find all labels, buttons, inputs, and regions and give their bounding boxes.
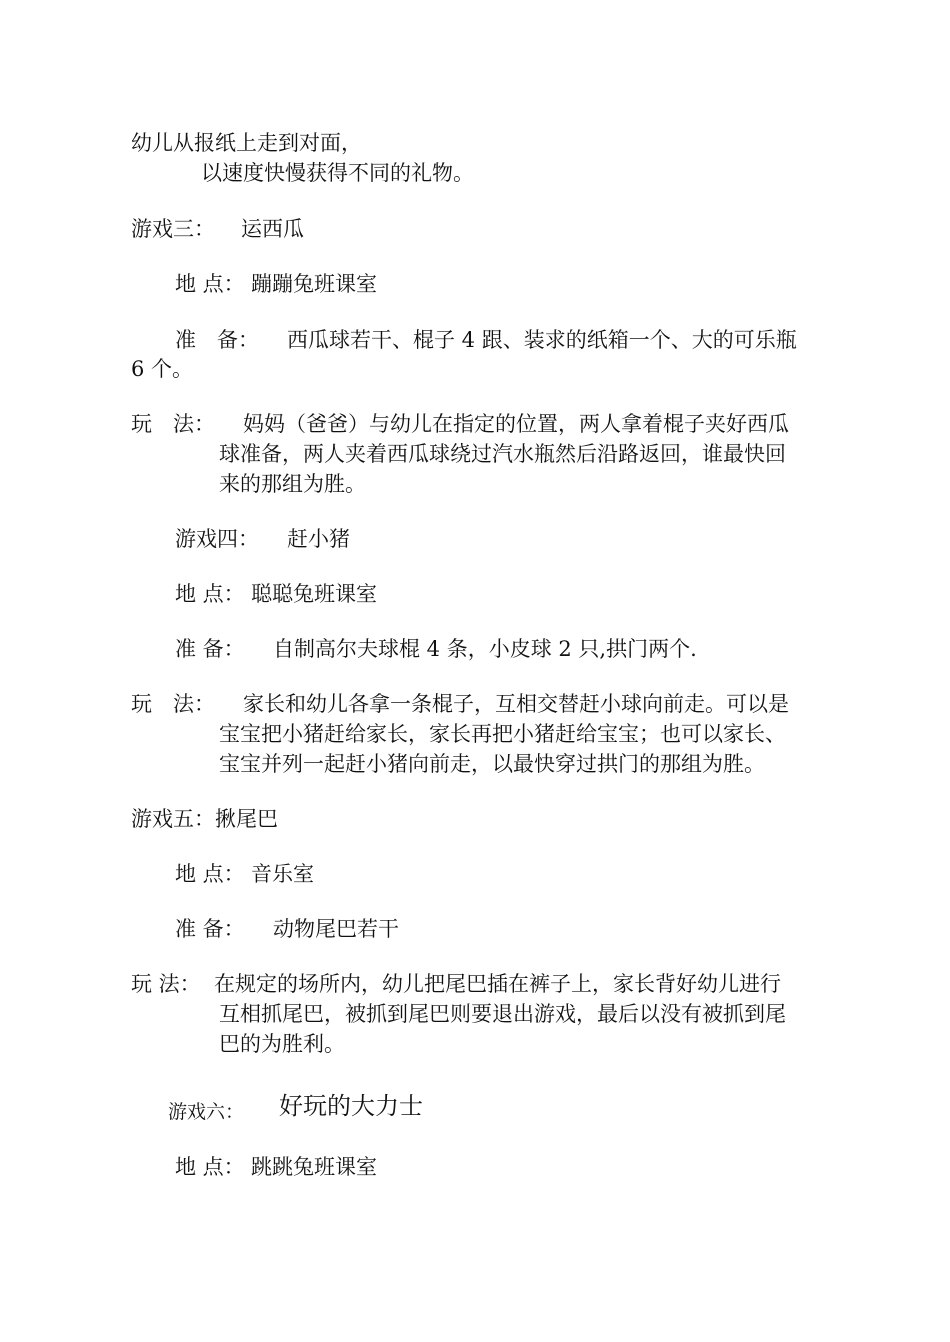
- place-value: 跳跳兔班课室: [251, 1155, 377, 1179]
- play-text: 宝宝把小猪赶给家长，家长再把小猪赶给宝宝；也可以家长、: [219, 722, 786, 746]
- game-six-label: 游戏六：: [168, 1101, 245, 1123]
- prep-value: 自制高尔夫球棍 4 条，小皮球 2 只,拱门两个.: [273, 637, 697, 661]
- prep-label: 准 备：: [175, 328, 259, 352]
- place-label: 地 点：: [175, 1155, 245, 1179]
- play-label: 玩 法：: [131, 972, 201, 996]
- place-label: 地 点：: [175, 272, 245, 296]
- prep-label: 准 备：: [175, 637, 245, 661]
- place-label: 地 点：: [175, 862, 245, 886]
- game-three-title: 运西瓜: [241, 217, 304, 241]
- play-text: 球准备，两人夹着西瓜球绕过汽水瓶然后沿路返回，谁最快回: [219, 442, 786, 466]
- place-value: 聪聪兔班课室: [251, 582, 377, 606]
- play-text: 互相抓尾巴，被抓到尾巴则要退出游戏，最后以没有被抓到尾: [219, 1002, 786, 1026]
- game-five-title: 游戏五：揪尾巴: [131, 807, 278, 831]
- game-three-label: 游戏三：: [131, 217, 215, 241]
- prep-value: 动物尾巴若干: [273, 917, 399, 941]
- text-line: 以速度快慢获得不同的礼物。: [201, 161, 474, 185]
- play-text: 在规定的场所内，幼儿把尾巴插在裤子上，家长背好幼儿进行: [214, 972, 781, 996]
- prep-value: 西瓜球若干、棍子 4 跟、装求的纸箱一个、大的可乐瓶: [287, 328, 797, 352]
- play-text: 家长和幼儿各拿一条棍子，互相交替赶小球向前走。可以是: [243, 692, 789, 716]
- play-text: 来的那组为胜。: [219, 472, 366, 496]
- game-four-title: 赶小猪: [287, 527, 350, 551]
- place-value: 音乐室: [251, 862, 314, 886]
- game-six-title: 好玩的大力士: [279, 1092, 423, 1120]
- prep-value-cont: 6 个。: [131, 357, 194, 381]
- game-four-label: 游戏四：: [175, 527, 259, 551]
- play-text: 巴的为胜利。: [219, 1032, 345, 1056]
- play-label: 玩 法：: [131, 412, 215, 436]
- play-text: 宝宝并列一起赶小猪向前走，以最快穿过拱门的那组为胜。: [219, 752, 765, 776]
- place-value: 蹦蹦兔班课室: [251, 272, 377, 296]
- play-text: 妈妈（爸爸）与幼儿在指定的位置，两人拿着棍子夹好西瓜: [243, 412, 789, 436]
- prep-label: 准 备：: [175, 917, 245, 941]
- play-label: 玩 法：: [131, 692, 215, 716]
- place-label: 地 点：: [175, 582, 245, 606]
- text-line: 幼儿从报纸上走到对面，: [131, 131, 362, 155]
